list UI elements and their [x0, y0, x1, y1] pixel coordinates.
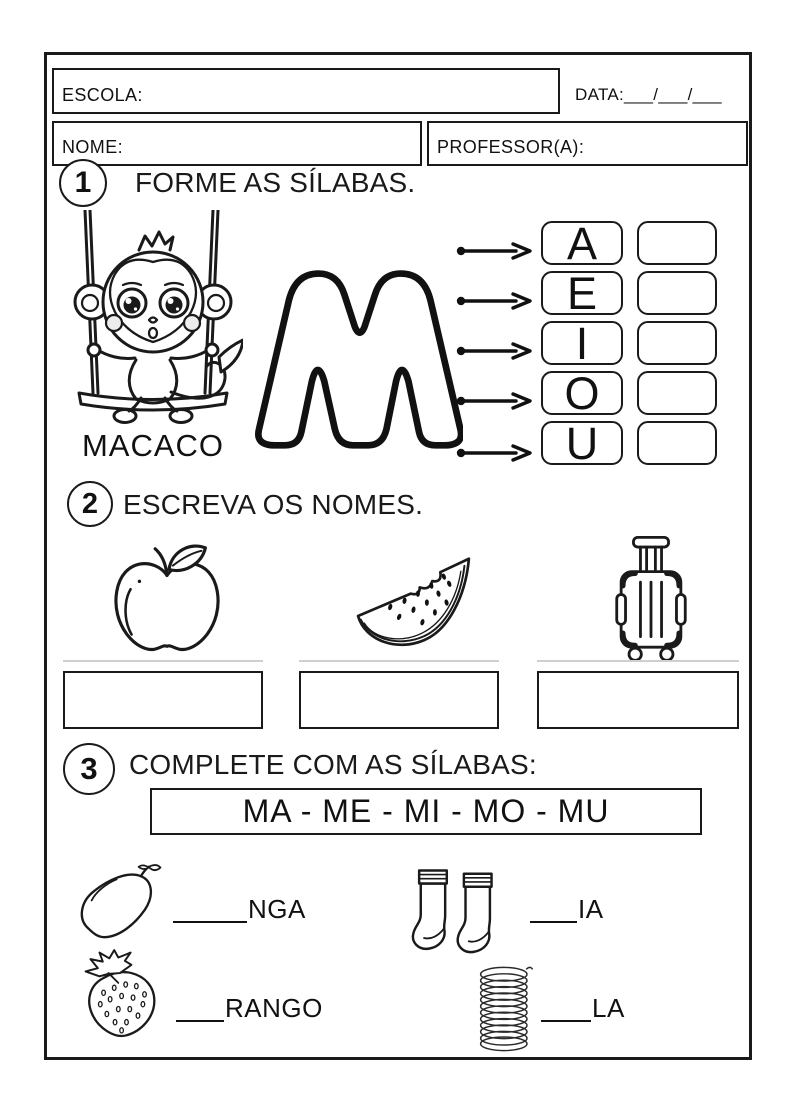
name-answer-box-watermelon[interactable]	[299, 671, 499, 729]
word-suffix-morango: RANGO	[225, 993, 323, 1023]
word-suffix-meia: IA	[578, 894, 604, 924]
name-answer-box-suitcase[interactable]	[537, 671, 739, 729]
apple-icon	[103, 537, 231, 669]
teacher-field[interactable]	[427, 121, 748, 166]
worksheet-border	[44, 52, 752, 1060]
word-blank-meia[interactable]	[530, 916, 577, 923]
monkey-on-swing-icon	[63, 210, 243, 425]
vowel-e: E	[566, 267, 597, 319]
word-suffix-manga: NGA	[248, 894, 306, 924]
bubble-letter-m-icon	[243, 265, 463, 451]
name-answer-box-apple[interactable]	[63, 671, 263, 729]
syllable-answer-box-4[interactable]	[637, 371, 717, 415]
vowel-box-u	[541, 417, 623, 469]
monkey-caption: MACACO	[81, 428, 225, 463]
fill-word-morango	[176, 994, 323, 1024]
syllable-bank-box	[150, 788, 702, 835]
arrow-right-icon	[455, 241, 535, 261]
picture-shadow-line	[537, 660, 739, 662]
section1-number-text: 1	[74, 166, 92, 199]
name-label: NOME:	[62, 137, 124, 157]
section3-title: COMPLETE COM AS SÍLABAS:	[129, 749, 537, 780]
word-blank-manga[interactable]	[173, 916, 247, 923]
arrow-right-icon	[455, 443, 535, 463]
fill-word-mola	[541, 994, 625, 1024]
section3-number-text: 3	[80, 751, 98, 786]
date-label: DATA:___/___/___	[575, 85, 722, 104]
school-label: ESCOLA:	[62, 85, 143, 105]
strawberry-icon	[79, 945, 165, 1047]
section3-number	[63, 743, 115, 795]
section1-title: FORME AS SÍLABAS.	[135, 167, 416, 198]
watermelon-icon	[333, 547, 485, 659]
fill-word-manga	[173, 895, 306, 925]
arrow-right-icon	[455, 341, 535, 361]
vowel-o: O	[564, 367, 600, 419]
picture-shadow-line	[63, 660, 263, 662]
suitcase-icon	[607, 533, 695, 663]
section2-number	[67, 481, 113, 527]
picture-shadow-line	[299, 660, 499, 662]
section2-title: ESCREVA OS NOMES.	[123, 489, 424, 520]
syllable-answer-box-3[interactable]	[637, 321, 717, 365]
word-blank-mola[interactable]	[541, 1015, 591, 1022]
vowel-a: A	[566, 217, 597, 269]
syllable-answer-box-2[interactable]	[637, 271, 717, 315]
vowel-box-o	[541, 367, 623, 419]
vowel-i: I	[575, 317, 589, 369]
arrow-right-icon	[455, 291, 535, 311]
arrow-right-icon	[455, 391, 535, 411]
spring-icon	[475, 959, 535, 1055]
vowel-u: U	[565, 417, 599, 469]
word-blank-morango[interactable]	[176, 1015, 224, 1022]
section2-number-text: 2	[81, 487, 99, 520]
vowel-box-e	[541, 267, 623, 319]
name-field[interactable]	[52, 121, 422, 166]
fill-word-meia	[530, 895, 604, 925]
vowel-box-i	[541, 317, 623, 369]
date-field[interactable]	[575, 85, 722, 105]
syllable-answer-box-1[interactable]	[637, 221, 717, 265]
syllable-answer-box-5[interactable]	[637, 421, 717, 465]
school-field[interactable]	[52, 68, 560, 114]
section1-number	[59, 159, 107, 207]
syllable-bank-text: MA - ME - MI - MO - MU	[242, 793, 610, 829]
teacher-label: PROFESSOR(A):	[437, 137, 585, 157]
mango-icon	[76, 858, 162, 946]
word-suffix-mola: LA	[592, 993, 625, 1023]
socks-icon	[411, 861, 507, 963]
vowel-box-a	[541, 217, 623, 269]
